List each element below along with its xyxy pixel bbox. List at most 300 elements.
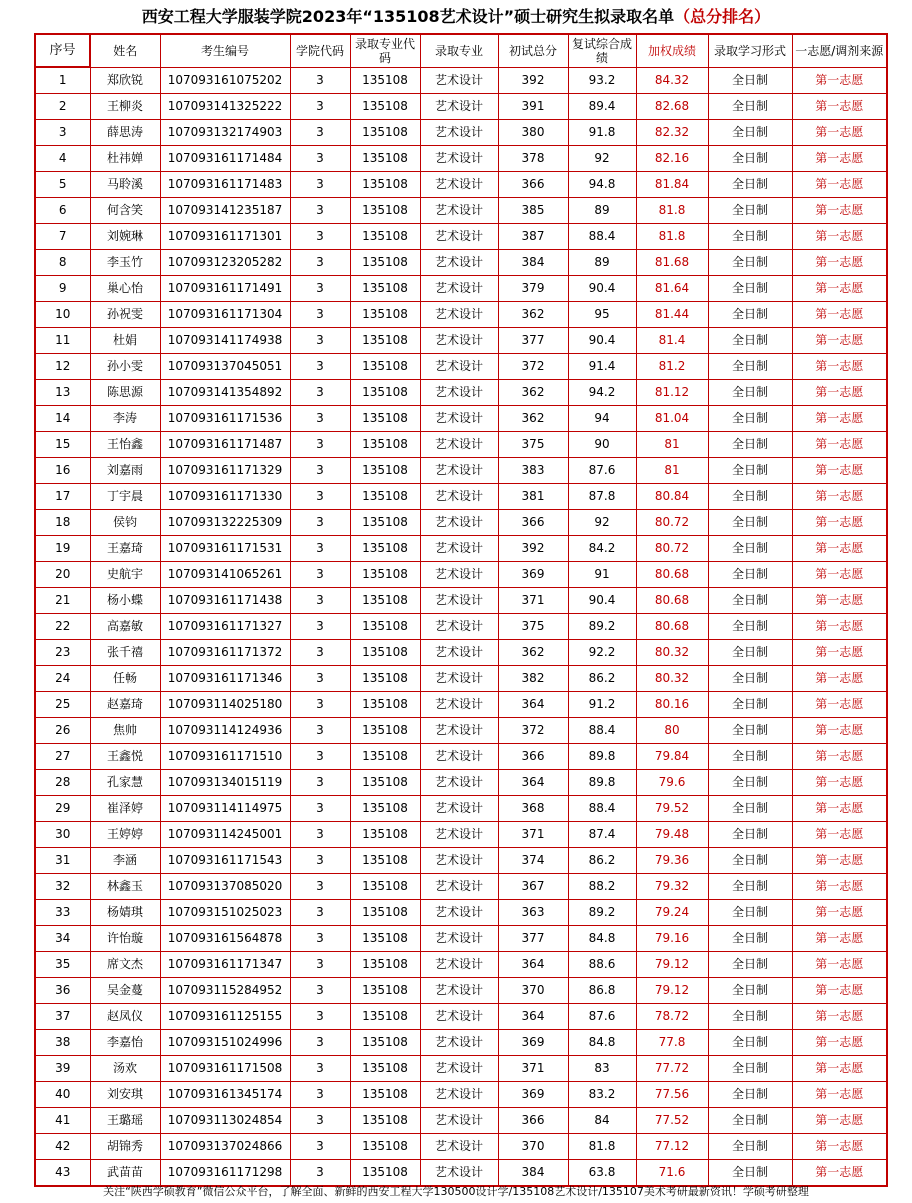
table-cell: 135108 [350, 146, 420, 172]
table-cell: 107093134015119 [160, 770, 290, 796]
table-cell: 79.84 [636, 744, 708, 770]
table-cell: 21 [35, 588, 90, 614]
table-cell: 全日制 [708, 640, 792, 666]
table-cell: 63.8 [568, 1160, 636, 1187]
table-cell: 378 [498, 146, 568, 172]
table-cell: 107093141065261 [160, 562, 290, 588]
table-cell: 19 [35, 536, 90, 562]
table-cell: 3 [290, 94, 350, 120]
table-cell: 王怡鑫 [90, 432, 160, 458]
table-cell: 第一志愿 [792, 484, 887, 510]
table-cell: 22 [35, 614, 90, 640]
table-cell: 3 [290, 562, 350, 588]
table-cell: 艺术设计 [420, 146, 498, 172]
table-cell: 全日制 [708, 328, 792, 354]
table-cell: 艺术设计 [420, 1108, 498, 1134]
table-cell: 艺术设计 [420, 614, 498, 640]
table-cell: 135108 [350, 1160, 420, 1187]
table-cell: 全日制 [708, 198, 792, 224]
table-cell: 107093161171327 [160, 614, 290, 640]
table-row [35, 562, 887, 588]
table-cell: 第一志愿 [792, 510, 887, 536]
table-cell: 81.2 [636, 354, 708, 380]
table-cell: 杜娟 [90, 328, 160, 354]
table-cell: 81.8 [568, 1134, 636, 1160]
table-row [35, 1134, 887, 1160]
table-cell: 88.6 [568, 952, 636, 978]
table-cell: 李嘉怡 [90, 1030, 160, 1056]
table-cell: 全日制 [708, 562, 792, 588]
table-cell: 81.04 [636, 406, 708, 432]
table-cell: 135108 [350, 1030, 420, 1056]
table-cell: 135108 [350, 120, 420, 146]
table-cell: 全日制 [708, 1056, 792, 1082]
table-cell: 3 [290, 354, 350, 380]
table-cell: 第一志愿 [792, 172, 887, 198]
table-row [35, 640, 887, 666]
column-header: 录取专业代码 [350, 34, 420, 67]
table-cell: 377 [498, 328, 568, 354]
table-cell: 3 [290, 874, 350, 900]
table-cell: 79.36 [636, 848, 708, 874]
table-cell: 383 [498, 458, 568, 484]
table-cell: 3 [290, 822, 350, 848]
table-cell: 93.2 [568, 67, 636, 94]
table-cell: 24 [35, 666, 90, 692]
table-cell: 38 [35, 1030, 90, 1056]
table-cell: 胡锦秀 [90, 1134, 160, 1160]
table-cell: 135108 [350, 718, 420, 744]
table-cell: 81.68 [636, 250, 708, 276]
table-cell: 135108 [350, 380, 420, 406]
table-cell: 30 [35, 822, 90, 848]
table-cell: 32 [35, 874, 90, 900]
table-cell: 371 [498, 822, 568, 848]
table-cell: 席文杰 [90, 952, 160, 978]
column-header: 一志愿/调剂来源 [792, 34, 887, 67]
table-cell: 杨小蝶 [90, 588, 160, 614]
table-cell: 80.84 [636, 484, 708, 510]
table-cell: 第一志愿 [792, 146, 887, 172]
table-cell: 4 [35, 146, 90, 172]
table-cell: 全日制 [708, 874, 792, 900]
table-cell: 艺术设计 [420, 406, 498, 432]
table-cell: 16 [35, 458, 90, 484]
table-cell: 全日制 [708, 1030, 792, 1056]
table-row [35, 614, 887, 640]
table-cell: 33 [35, 900, 90, 926]
table-cell: 艺术设计 [420, 588, 498, 614]
table-cell: 全日制 [708, 822, 792, 848]
table-cell: 377 [498, 926, 568, 952]
table-cell: 135108 [350, 1134, 420, 1160]
table-cell: 366 [498, 172, 568, 198]
table-cell: 107093161171508 [160, 1056, 290, 1082]
table-cell: 20 [35, 562, 90, 588]
column-header: 学院代码 [290, 34, 350, 67]
table-cell: 全日制 [708, 302, 792, 328]
table-cell: 89 [568, 250, 636, 276]
table-cell: 王鑫悦 [90, 744, 160, 770]
table-cell: 3 [290, 302, 350, 328]
table-cell: 3 [290, 172, 350, 198]
table-cell: 全日制 [708, 770, 792, 796]
table-cell: 3 [290, 536, 350, 562]
table-row [35, 458, 887, 484]
table-cell: 84.2 [568, 536, 636, 562]
table-cell: 107093141174938 [160, 328, 290, 354]
table-cell: 9 [35, 276, 90, 302]
table-cell: 387 [498, 224, 568, 250]
table-row [35, 692, 887, 718]
table-cell: 艺术设计 [420, 692, 498, 718]
table-cell: 3 [290, 458, 350, 484]
table-cell: 366 [498, 1108, 568, 1134]
table-cell: 全日制 [708, 718, 792, 744]
table-cell: 371 [498, 1056, 568, 1082]
table-row [35, 354, 887, 380]
table-cell: 第一志愿 [792, 458, 887, 484]
table-cell: 380 [498, 120, 568, 146]
table-cell: 23 [35, 640, 90, 666]
table-cell: 全日制 [708, 380, 792, 406]
table-cell: 全日制 [708, 1160, 792, 1187]
table-cell: 81.44 [636, 302, 708, 328]
table-cell: 第一志愿 [792, 276, 887, 302]
table-cell: 全日制 [708, 1082, 792, 1108]
table-cell: 135108 [350, 67, 420, 94]
table-cell: 全日制 [708, 744, 792, 770]
table-cell: 135108 [350, 770, 420, 796]
table-cell: 135108 [350, 172, 420, 198]
table-cell: 艺术设计 [420, 796, 498, 822]
table-cell: 3 [290, 328, 350, 354]
table-cell: 91.8 [568, 120, 636, 146]
table-cell: 107093161171487 [160, 432, 290, 458]
column-header: 姓名 [90, 34, 160, 67]
table-cell: 362 [498, 640, 568, 666]
table-cell: 107093141325222 [160, 94, 290, 120]
table-cell: 107093161171346 [160, 666, 290, 692]
table-cell: 第一志愿 [792, 848, 887, 874]
table-cell: 107093161171536 [160, 406, 290, 432]
table-cell: 107093161564878 [160, 926, 290, 952]
table-cell: 107093161075202 [160, 67, 290, 94]
table-cell: 135108 [350, 1056, 420, 1082]
table-row [35, 1030, 887, 1056]
table-cell: 81.12 [636, 380, 708, 406]
table-cell: 艺术设计 [420, 458, 498, 484]
table-cell: 第一志愿 [792, 640, 887, 666]
table-cell: 郑欣锐 [90, 67, 160, 94]
table-cell: 37 [35, 1004, 90, 1030]
table-cell: 107093161171484 [160, 146, 290, 172]
table-cell: 78.72 [636, 1004, 708, 1030]
table-cell: 107093137024866 [160, 1134, 290, 1160]
table-row [35, 94, 887, 120]
table-cell: 81 [636, 432, 708, 458]
table-cell: 79.16 [636, 926, 708, 952]
page-title-main: 西安工程大学服装学院2023年“135108艺术设计”硕士研究生拟录取名单 [141, 7, 675, 26]
table-cell: 第一志愿 [792, 1082, 887, 1108]
table-cell: 135108 [350, 1004, 420, 1030]
table-cell: 107093161171301 [160, 224, 290, 250]
table-row [35, 796, 887, 822]
table-cell: 367 [498, 874, 568, 900]
table-cell: 17 [35, 484, 90, 510]
table-cell: 107093113024854 [160, 1108, 290, 1134]
table-cell: 89.2 [568, 614, 636, 640]
table-cell: 3 [290, 380, 350, 406]
column-header: 序号 [35, 34, 90, 67]
table-cell: 135108 [350, 510, 420, 536]
table-cell: 全日制 [708, 276, 792, 302]
table-cell: 刘婉琳 [90, 224, 160, 250]
table-cell: 135108 [350, 276, 420, 302]
table-cell: 全日制 [708, 796, 792, 822]
table-cell: 艺术设计 [420, 94, 498, 120]
table-cell: 89 [568, 198, 636, 224]
table-cell: 135108 [350, 432, 420, 458]
table-cell: 94.2 [568, 380, 636, 406]
table-cell: 81.84 [636, 172, 708, 198]
table-cell: 第一志愿 [792, 302, 887, 328]
table-cell: 艺术设计 [420, 276, 498, 302]
table-cell: 26 [35, 718, 90, 744]
table-cell: 89.2 [568, 900, 636, 926]
table-cell: 107093161171510 [160, 744, 290, 770]
table-row [35, 666, 887, 692]
table-row [35, 172, 887, 198]
table-cell: 焦帅 [90, 718, 160, 744]
table-cell: 80.68 [636, 588, 708, 614]
table-cell: 84 [568, 1108, 636, 1134]
table-cell: 崔泽婷 [90, 796, 160, 822]
table-cell: 89.4 [568, 94, 636, 120]
table-cell: 王婷婷 [90, 822, 160, 848]
table-cell: 张千禧 [90, 640, 160, 666]
table-cell: 第一志愿 [792, 588, 887, 614]
table-cell: 371 [498, 588, 568, 614]
table-cell: 89.8 [568, 744, 636, 770]
table-cell: 丁宇晨 [90, 484, 160, 510]
table-cell: 艺术设计 [420, 1004, 498, 1030]
table-cell: 全日制 [708, 484, 792, 510]
table-cell: 第一志愿 [792, 406, 887, 432]
table-cell: 107093141235187 [160, 198, 290, 224]
table-cell: 艺术设计 [420, 874, 498, 900]
table-cell: 107093123205282 [160, 250, 290, 276]
table-cell: 381 [498, 484, 568, 510]
table-cell: 第一志愿 [792, 94, 887, 120]
table-cell: 全日制 [708, 120, 792, 146]
table-cell: 107093161125155 [160, 1004, 290, 1030]
table-cell: 34 [35, 926, 90, 952]
table-cell: 3 [290, 510, 350, 536]
table-header-row [35, 34, 887, 67]
table-cell: 81.4 [636, 328, 708, 354]
table-cell: 107093151025023 [160, 900, 290, 926]
table-row [35, 67, 887, 94]
table-cell: 第一志愿 [792, 614, 887, 640]
table-cell: 92 [568, 510, 636, 536]
table-cell: 92.2 [568, 640, 636, 666]
table-cell: 3 [290, 588, 350, 614]
table-cell: 刘嘉雨 [90, 458, 160, 484]
table-cell: 107093141354892 [160, 380, 290, 406]
table-cell: 3 [290, 744, 350, 770]
column-header: 录取学习形式 [708, 34, 792, 67]
table-cell: 91 [568, 562, 636, 588]
table-cell: 35 [35, 952, 90, 978]
table-cell: 81 [636, 458, 708, 484]
table-row [35, 276, 887, 302]
table-cell: 39 [35, 1056, 90, 1082]
table-row [35, 978, 887, 1004]
table-cell: 135108 [350, 640, 420, 666]
table-cell: 第一志愿 [792, 978, 887, 1004]
table-cell: 36 [35, 978, 90, 1004]
table-cell: 107093161171329 [160, 458, 290, 484]
table-cell: 杜祎婵 [90, 146, 160, 172]
table-cell: 第一志愿 [792, 822, 887, 848]
table-cell: 366 [498, 744, 568, 770]
table-row [35, 510, 887, 536]
table-cell: 3 [290, 978, 350, 1004]
table-cell: 3 [290, 692, 350, 718]
table-cell: 第一志愿 [792, 198, 887, 224]
table-cell: 艺术设计 [420, 120, 498, 146]
table-cell: 28 [35, 770, 90, 796]
table-cell: 艺术设计 [420, 198, 498, 224]
table-cell: 382 [498, 666, 568, 692]
table-cell: 艺术设计 [420, 67, 498, 94]
table-cell: 艺术设计 [420, 250, 498, 276]
table-cell: 107093161171372 [160, 640, 290, 666]
table-row [35, 302, 887, 328]
table-cell: 384 [498, 250, 568, 276]
table-cell: 135108 [350, 822, 420, 848]
table-cell: 135108 [350, 978, 420, 1004]
table-cell: 135108 [350, 302, 420, 328]
table-cell: 107093161171304 [160, 302, 290, 328]
table-cell: 81.8 [636, 198, 708, 224]
table-cell: 艺术设计 [420, 744, 498, 770]
table-row [35, 744, 887, 770]
table-cell: 135108 [350, 406, 420, 432]
table-cell: 陈思源 [90, 380, 160, 406]
table-row [35, 874, 887, 900]
table-cell: 全日制 [708, 614, 792, 640]
table-cell: 87.4 [568, 822, 636, 848]
table-cell: 3 [290, 406, 350, 432]
table-cell: 374 [498, 848, 568, 874]
table-cell: 艺术设计 [420, 224, 498, 250]
table-cell: 艺术设计 [420, 848, 498, 874]
table-cell: 艺术设计 [420, 1030, 498, 1056]
table-cell: 2 [35, 94, 90, 120]
table-cell: 369 [498, 1082, 568, 1108]
table-cell: 第一志愿 [792, 354, 887, 380]
table-cell: 第一志愿 [792, 900, 887, 926]
table-cell: 第一志愿 [792, 796, 887, 822]
table-cell: 艺术设计 [420, 1056, 498, 1082]
table-cell: 薛思涛 [90, 120, 160, 146]
table-cell: 艺术设计 [420, 822, 498, 848]
table-cell: 80.32 [636, 666, 708, 692]
table-cell: 86.8 [568, 978, 636, 1004]
table-cell: 赵凤仪 [90, 1004, 160, 1030]
table-cell: 第一志愿 [792, 1108, 887, 1134]
table-cell: 79.48 [636, 822, 708, 848]
table-row [35, 250, 887, 276]
table-cell: 107093161171438 [160, 588, 290, 614]
admission-table [34, 33, 888, 1187]
table-cell: 107093115284952 [160, 978, 290, 1004]
table-cell: 88.2 [568, 874, 636, 900]
table-cell: 第一志愿 [792, 770, 887, 796]
table-cell: 艺术设计 [420, 978, 498, 1004]
table-cell: 第一志愿 [792, 120, 887, 146]
table-cell: 84.32 [636, 67, 708, 94]
table-cell: 135108 [350, 484, 420, 510]
table-cell: 3 [290, 198, 350, 224]
table-cell: 全日制 [708, 172, 792, 198]
table-cell: 李涵 [90, 848, 160, 874]
table-cell: 第一志愿 [792, 926, 887, 952]
table-row [35, 328, 887, 354]
table-cell: 27 [35, 744, 90, 770]
table-cell: 史航宇 [90, 562, 160, 588]
table-cell: 第一志愿 [792, 874, 887, 900]
table-cell: 3 [290, 67, 350, 94]
table-cell: 107093132174903 [160, 120, 290, 146]
table-cell: 369 [498, 1030, 568, 1056]
table-cell: 135108 [350, 250, 420, 276]
table-cell: 艺术设计 [420, 354, 498, 380]
table-cell: 15 [35, 432, 90, 458]
table-cell: 80.16 [636, 692, 708, 718]
table-cell: 第一志愿 [792, 562, 887, 588]
table-cell: 艺术设计 [420, 640, 498, 666]
table-cell: 135108 [350, 536, 420, 562]
table-cell: 107093161171347 [160, 952, 290, 978]
table-cell: 87.8 [568, 484, 636, 510]
table-cell: 364 [498, 952, 568, 978]
table-cell: 全日制 [708, 900, 792, 926]
table-cell: 艺术设计 [420, 562, 498, 588]
table-cell: 全日制 [708, 406, 792, 432]
table-cell: 全日制 [708, 67, 792, 94]
table-cell: 88.4 [568, 796, 636, 822]
table-cell: 18 [35, 510, 90, 536]
table-cell: 全日制 [708, 94, 792, 120]
table-row [35, 536, 887, 562]
table-cell: 82.68 [636, 94, 708, 120]
table-row [35, 952, 887, 978]
column-header: 加权成绩 [636, 34, 708, 67]
table-cell: 135108 [350, 900, 420, 926]
table-cell: 3 [290, 926, 350, 952]
table-cell: 80.68 [636, 562, 708, 588]
table-cell: 任畅 [90, 666, 160, 692]
table-cell: 364 [498, 1004, 568, 1030]
table-cell: 第一志愿 [792, 1134, 887, 1160]
table-cell: 14 [35, 406, 90, 432]
table-cell: 第一志愿 [792, 1160, 887, 1187]
table-cell: 107093114245001 [160, 822, 290, 848]
table-cell: 艺术设计 [420, 328, 498, 354]
